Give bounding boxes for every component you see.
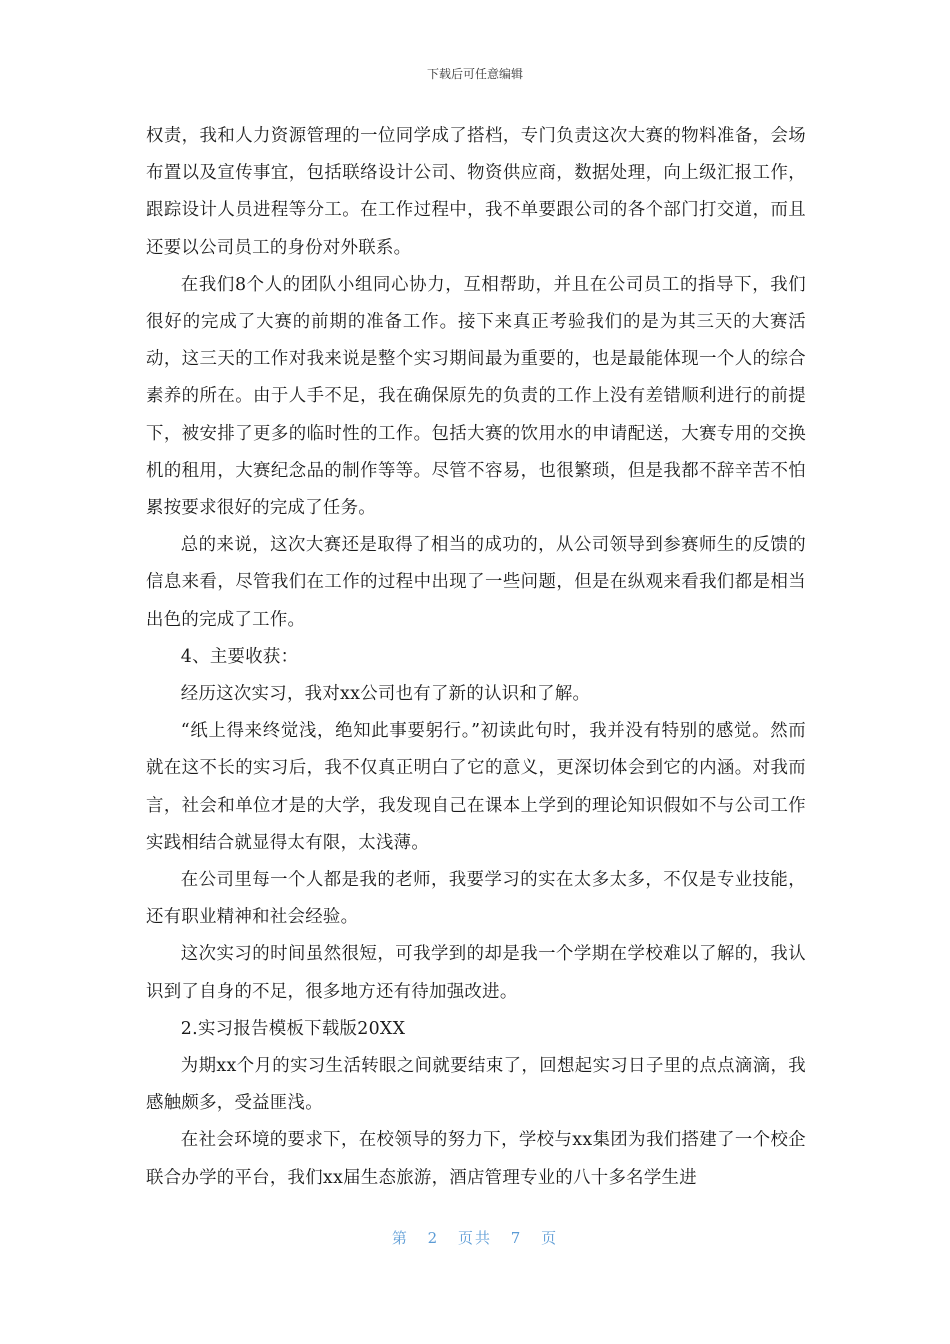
page-footer-suffix: 页: [541, 1229, 559, 1247]
page-number-current: 2: [427, 1229, 440, 1247]
paragraph-7: 在公司里每一个人都是我的老师，我要学习的实在太多太多，不仅是专业技能，还有职业精神和社会经验。: [146, 870, 806, 928]
paragraph-10: 为期xx个月的实习生活转眼之间就要结束了，回想起实习日子里的点点滴滴，我感触颇多，受益匪浅。: [146, 1056, 806, 1114]
section-heading-main-gains: 4、主要收获：: [180, 646, 299, 667]
page-footer-prefix: 第: [391, 1229, 409, 1247]
paragraph-3: 总的来说，这次大赛还是取得了相当的成功的，从公司领导到参赛师生的反馈的信息来看，尽管我们在工作的过程中出现了一些问题，但是在纵观来看我们都是相当出色的完成了工作。: [146, 535, 806, 630]
page-number-total: 7: [510, 1229, 523, 1247]
document-body: [146, 118, 806, 1197]
paragraph-8: 这次实习的时间虽然很短，可我学到的却是我一个学期在学校难以了解的，我认识到了自身的不足，很多地方还有待加强改进。: [146, 944, 806, 1002]
page-footer-middle: 页共: [457, 1229, 492, 1247]
paragraph-5: 经历这次实习，我对xx公司也有了新的认识和了解。: [180, 684, 591, 705]
paragraph-2: 在我们8个人的团队小组同心协力，互相帮助，并且在公司员工的指导下，我们很好的完成了大赛的前期的准备工作。接下来真正考验我们的是为其三天的大赛活动，这三天的工作对我来说是整个实习期间最为重要的，也是最能体现一个人的综合素养的所在。由于人手不足，我在确保原先的负责的工作上没有差错顺利进行的前提下，被安排了更多的临时性的工作。包括大赛的饮用水的申请配送，大赛专用的交换机的租用，大赛纪念品的制作等等。尽管不容易，也很繁琐，但是我都不辞辛苦不怕累按要求很好的完成了任务。: [146, 274, 806, 519]
paragraph-11: 在社会环境的要求下，在校领导的努力下，学校与xx集团为我们搭建了一个校企联合办学的平台，我们xx届生态旅游，酒店管理专业的八十多名学生进: [146, 1130, 806, 1188]
page-footer: [0, 1228, 950, 1248]
paragraph-6: “纸上得来终觉浅，绝知此事要躬行。”初读此句时，我并没有特别的感觉。然而就在这不长的实习后，我不仅真正明白了它的意义，更深切体会到它的内涵。对我而言，社会和单位才是的大学，我发现自己在课本上学到的理论知识假如不与公司工作实践相结合就显得太有限，太浅薄。: [146, 721, 806, 853]
section-heading-report-template: 2.实习报告模板下载版20XX: [180, 1018, 406, 1039]
paragraph-1: 权责，我和人力资源管理的一位同学成了搭档，专门负责这次大赛的物料准备，会场布置以及宣传事宜，包括联络设计公司、物资供应商，数据处理，向上级汇报工作，跟踪设计人员进程等分工。在工作过程中，我不单要跟公司的各个部门打交道，而且还要以公司员工的身份对外联系。: [146, 126, 806, 258]
page-header: 下载后可任意编辑: [426, 67, 523, 81]
